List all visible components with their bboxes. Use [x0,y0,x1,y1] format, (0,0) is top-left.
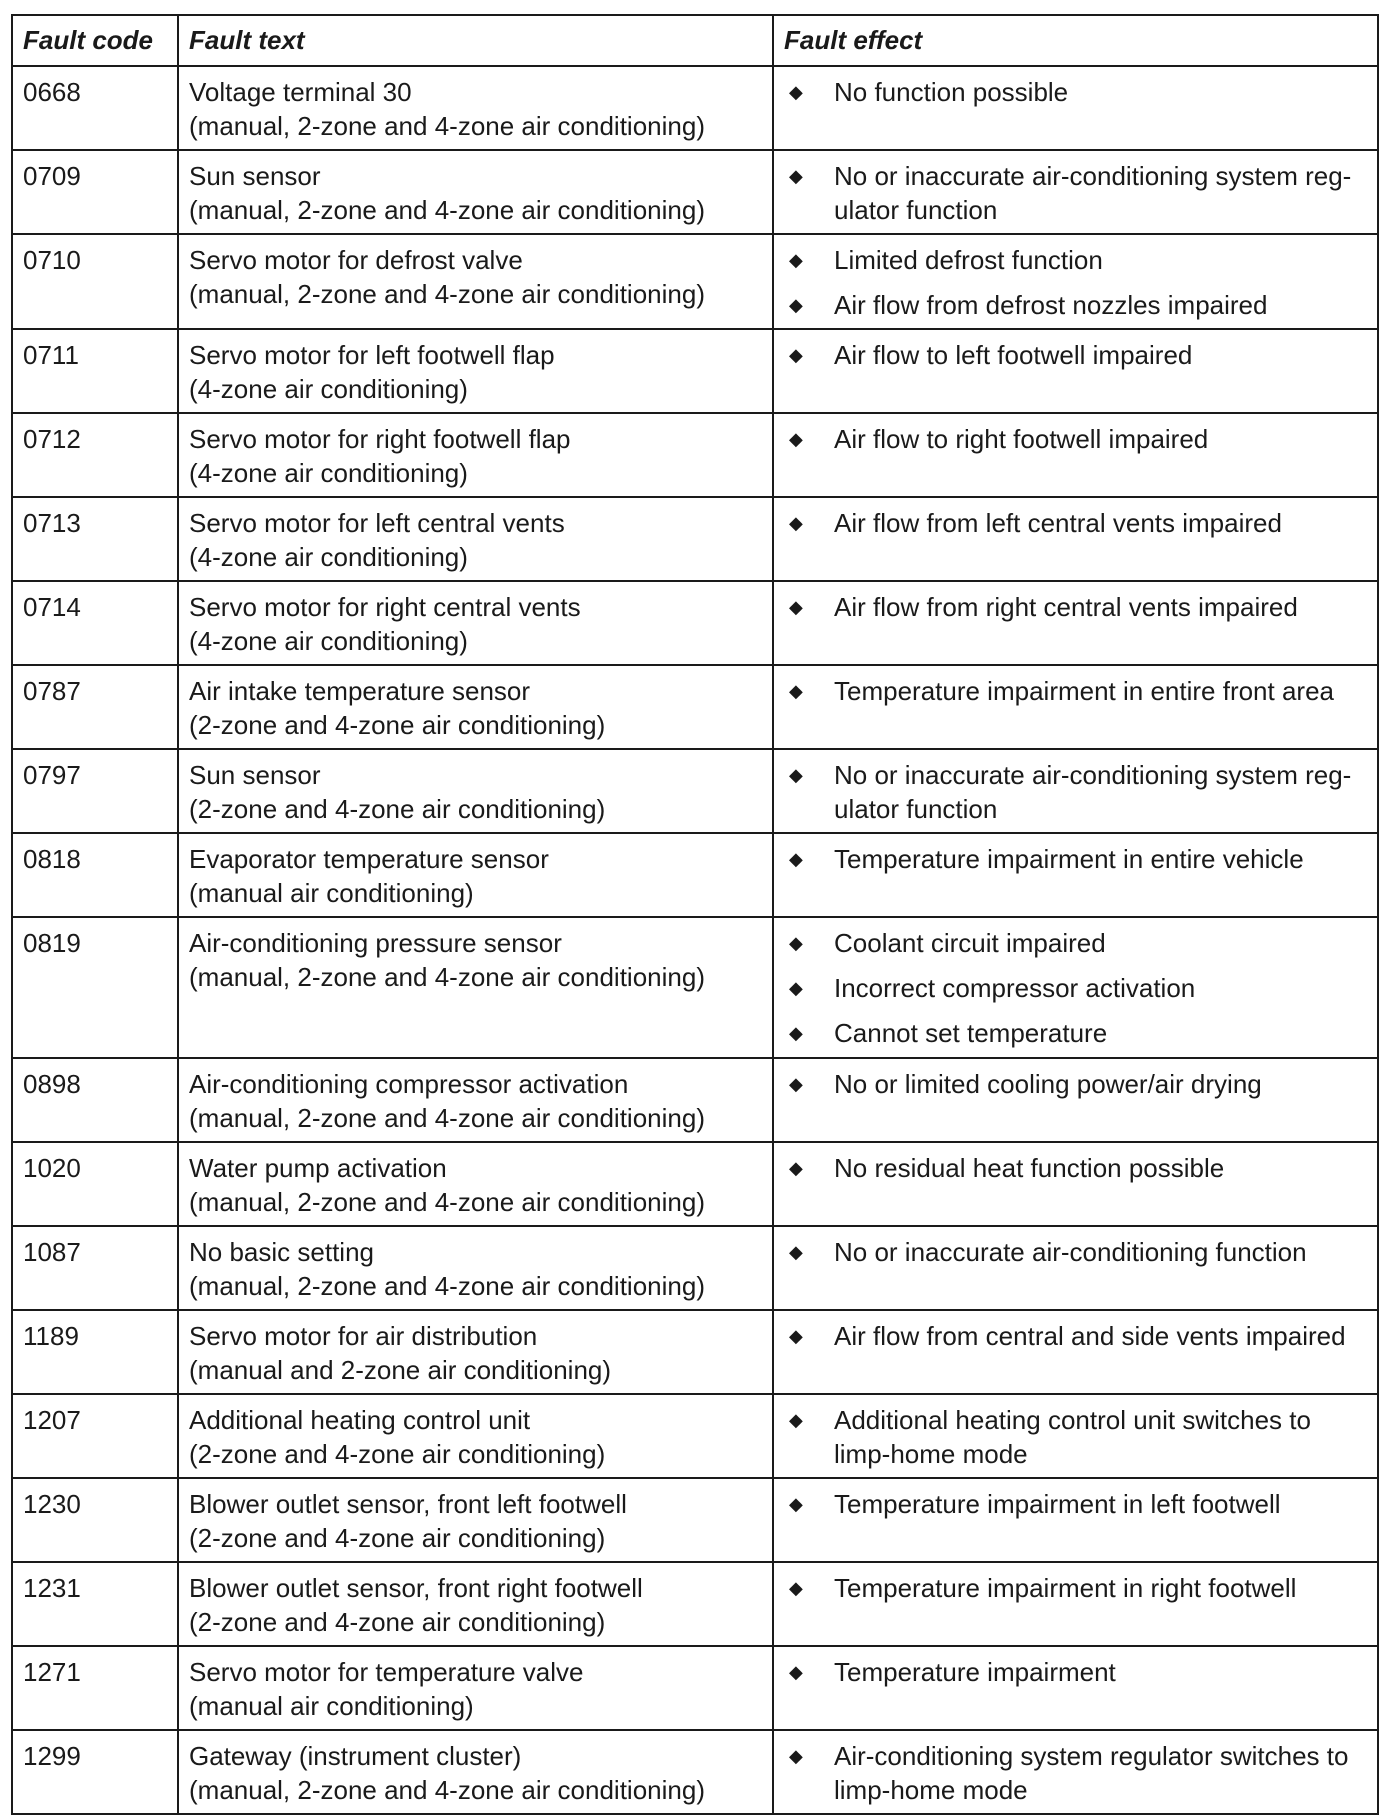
fault-text-cell [178,1646,773,1730]
fault-text-cell [178,1058,773,1142]
table-row [12,1730,1378,1814]
fault-effect-cell [773,1226,1378,1310]
fault-text-cell [178,1394,773,1478]
fault-effect-cell [773,1142,1378,1226]
fault-effect-list [784,243,1367,322]
fault-text-line: Servo motor for temperature valve [189,1657,584,1687]
fault-effect-item [784,971,1367,1005]
fault-code-cell: 0714 [12,581,178,665]
fault-effect-item [784,1235,1367,1269]
fault-effect-cell [773,234,1378,329]
fault-text-cell [178,833,773,917]
fault-code-cell: 1230 [12,1478,178,1562]
fault-text-line: Servo motor for air distribution [189,1321,538,1351]
fault-code-cell: 1189 [12,1310,178,1394]
table-row [12,581,1378,665]
fault-text-line: (4-zone air conditioning) [189,458,468,488]
fault-effect-cell [773,1562,1378,1646]
fault-text-line: Evaporator temperature sensor [189,844,549,874]
diamond-bullet-icon: ◆ [789,1074,803,1094]
fault-effect-line: ulator function [834,195,998,225]
fault-effect-item [784,1016,1367,1050]
fault-text-cell [178,1310,773,1394]
fault-code-cell: 0710 [12,234,178,329]
fault-effect-list [784,674,1367,708]
fault-effect-item [784,338,1367,372]
fault-text-cell [178,1226,773,1310]
fault-code-cell: 0713 [12,497,178,581]
fault-text-line: (2-zone and 4-zone air conditioning) [189,794,606,824]
fault-effect-item [784,422,1367,456]
fault-text-line: (manual air conditioning) [189,878,474,908]
fault-effect-line: Additional heating control unit switches to [834,1405,1311,1435]
fault-effect-line: Air-conditioning system regulator switches to [834,1741,1349,1771]
diamond-bullet-icon: ◆ [789,250,803,270]
fault-effect-list [784,422,1367,456]
fault-text-line: (manual, 2-zone and 4-zone air conditioning) [189,962,705,992]
fault-text-line: (manual, 2-zone and 4-zone air conditioning) [189,1271,705,1301]
fault-code-cell: 0797 [12,749,178,833]
table-row [12,234,1378,329]
fault-effect-line: No function possible [834,77,1069,107]
fault-text-line: Blower outlet sensor, front right footwell [189,1573,643,1603]
fault-text-line: Servo motor for left central vents [189,508,565,538]
diamond-bullet-icon: ◆ [789,166,803,186]
table-row [12,497,1378,581]
fault-text-cell [178,413,773,497]
fault-text-line: (2-zone and 4-zone air conditioning) [189,1439,606,1469]
diamond-bullet-icon: ◆ [789,1410,803,1430]
fault-effect-item [784,1487,1367,1521]
fault-effect-line: No or limited cooling power/air drying [834,1069,1262,1099]
fault-effect-item [784,674,1367,708]
diamond-bullet-icon: ◆ [789,933,803,953]
fault-effect-cell [773,665,1378,749]
fault-effect-item [784,159,1367,227]
fault-effect-cell [773,1394,1378,1478]
fault-text-line: (manual air conditioning) [189,1691,474,1721]
fault-text-line: Blower outlet sensor, front left footwell [189,1489,627,1519]
diamond-bullet-icon: ◆ [789,1578,803,1598]
fault-effect-list [784,1067,1367,1101]
fault-effect-cell [773,917,1378,1058]
diamond-bullet-icon: ◆ [789,429,803,449]
header-fault-effect: Fault effect [773,15,1378,66]
fault-text-cell [178,66,773,150]
fault-effect-list [784,1235,1367,1269]
fault-effect-line: limp-home mode [834,1439,1028,1469]
fault-effect-list [784,1739,1367,1807]
fault-effect-item [784,1571,1367,1605]
fault-text-line: Gateway (instrument cluster) [189,1741,522,1771]
diamond-bullet-icon: ◆ [789,1242,803,1262]
table-row [12,1646,1378,1730]
diamond-bullet-icon: ◆ [789,1494,803,1514]
table-row [12,1058,1378,1142]
table-row [12,1394,1378,1478]
fault-effect-list [784,590,1367,624]
fault-effect-item [784,758,1367,826]
fault-code-cell: 1020 [12,1142,178,1226]
fault-text-line: Water pump activation [189,1153,447,1183]
diamond-bullet-icon: ◆ [789,1746,803,1766]
fault-text-line: (2-zone and 4-zone air conditioning) [189,710,606,740]
diamond-bullet-icon: ◆ [789,849,803,869]
fault-text-line: Servo motor for right footwell flap [189,424,571,454]
diamond-bullet-icon: ◆ [789,1326,803,1346]
fault-text-line: Sun sensor [189,161,321,191]
table-header-row [12,15,1378,66]
fault-text-line: Air intake temperature sensor [189,676,531,706]
table-row [12,749,1378,833]
table-row [12,329,1378,413]
fault-code-table [11,14,1379,1815]
fault-text-line: Voltage terminal 30 [189,77,412,107]
fault-text-cell [178,1142,773,1226]
fault-effect-item [784,1151,1367,1185]
fault-effect-cell [773,581,1378,665]
fault-effect-item [784,288,1367,322]
table-row [12,1310,1378,1394]
fault-effect-item [784,842,1367,876]
fault-text-line: (manual and 2-zone air conditioning) [189,1355,612,1385]
fault-effect-list [784,1655,1367,1689]
fault-text-cell [178,1478,773,1562]
header-fault-code: Fault code [12,15,178,66]
fault-effect-line: Air flow to left footwell impaired [834,340,1193,370]
diamond-bullet-icon: ◆ [789,1158,803,1178]
fault-effect-cell [773,1058,1378,1142]
fault-text-line: (2-zone and 4-zone air conditioning) [189,1523,606,1553]
fault-effect-list [784,1319,1367,1353]
fault-effect-line: ulator function [834,794,998,824]
fault-text-line: Additional heating control unit [189,1405,531,1435]
fault-effect-line: Air flow from left central vents impaired [834,508,1282,538]
fault-text-cell [178,581,773,665]
fault-effect-item [784,506,1367,540]
fault-effect-cell [773,150,1378,234]
fault-code-cell: 1231 [12,1562,178,1646]
table-row [12,150,1378,234]
fault-code-cell: 1207 [12,1394,178,1478]
fault-code-cell: 1271 [12,1646,178,1730]
fault-text-line: Air-conditioning compressor activation [189,1069,629,1099]
fault-text-cell [178,917,773,1058]
fault-effect-list [784,1403,1367,1471]
diamond-bullet-icon: ◆ [789,765,803,785]
table-row [12,917,1378,1058]
diamond-bullet-icon: ◆ [789,1662,803,1682]
fault-effect-cell [773,329,1378,413]
table-body [12,66,1378,1814]
fault-effect-item [784,1319,1367,1353]
table-row [12,66,1378,150]
fault-effect-cell [773,833,1378,917]
fault-text-line: Sun sensor [189,760,321,790]
fault-effect-list [784,1151,1367,1185]
table-row [12,1562,1378,1646]
fault-effect-line: Coolant circuit impaired [834,928,1106,958]
fault-effect-line: Temperature impairment in left footwell [834,1489,1281,1519]
fault-effect-list [784,338,1367,372]
fault-text-line: Servo motor for defrost valve [189,245,523,275]
fault-text-line: Servo motor for left footwell flap [189,340,555,370]
fault-effect-item [784,1403,1367,1471]
fault-effect-cell [773,1310,1378,1394]
fault-effect-line: Air flow from central and side vents impaired [834,1321,1346,1351]
fault-effect-cell [773,1730,1378,1814]
diamond-bullet-icon: ◆ [789,513,803,533]
table-row [12,1478,1378,1562]
fault-text-line: Air-conditioning pressure sensor [189,928,562,958]
fault-effect-line: No or inaccurate air-conditioning function [834,1237,1307,1267]
fault-effect-list [784,75,1367,109]
diamond-bullet-icon: ◆ [789,681,803,701]
fault-effect-cell [773,1478,1378,1562]
fault-effect-line: No or inaccurate air-conditioning system reg- [834,161,1352,191]
fault-text-line: (4-zone air conditioning) [189,374,468,404]
fault-effect-cell [773,413,1378,497]
fault-text-cell [178,665,773,749]
diamond-bullet-icon: ◆ [789,82,803,102]
fault-text-line: (manual, 2-zone and 4-zone air conditioning) [189,1775,705,1805]
fault-effect-item [784,1739,1367,1807]
fault-code-cell: 0668 [12,66,178,150]
fault-text-line: (manual, 2-zone and 4-zone air conditioning) [189,111,705,141]
fault-text-line: (manual, 2-zone and 4-zone air conditioning) [189,195,705,225]
fault-text-line: (4-zone air conditioning) [189,626,468,656]
diamond-bullet-icon: ◆ [789,295,803,315]
fault-effect-line: Air flow to right footwell impaired [834,424,1209,454]
fault-effect-item [784,1655,1367,1689]
diamond-bullet-icon: ◆ [789,345,803,365]
fault-effect-line: Air flow from defrost nozzles impaired [834,290,1268,320]
fault-effect-cell [773,749,1378,833]
fault-text-cell [178,1562,773,1646]
table-row [12,1142,1378,1226]
fault-effect-item [784,243,1367,277]
diamond-bullet-icon: ◆ [789,1023,803,1043]
fault-text-cell [178,234,773,329]
fault-effect-line: limp-home mode [834,1775,1028,1805]
fault-text-line: (4-zone air conditioning) [189,542,468,572]
fault-code-cell: 0711 [12,329,178,413]
fault-text-cell [178,497,773,581]
fault-effect-line: Incorrect compressor activation [834,973,1196,1003]
fault-effect-line: Cannot set temperature [834,1018,1108,1048]
table-row [12,413,1378,497]
fault-effect-item [784,590,1367,624]
fault-text-line: Servo motor for right central vents [189,592,581,622]
table-row [12,665,1378,749]
fault-effect-line: Temperature impairment in right footwell [834,1573,1297,1603]
fault-effect-line: Air flow from right central vents impaired [834,592,1298,622]
fault-effect-list [784,758,1367,826]
fault-effect-line: Temperature impairment [834,1657,1116,1687]
fault-code-cell: 0898 [12,1058,178,1142]
fault-effect-list [784,926,1367,1050]
diamond-bullet-icon: ◆ [789,978,803,998]
diamond-bullet-icon: ◆ [789,597,803,617]
fault-code-cell: 1087 [12,1226,178,1310]
fault-effect-list [784,1571,1367,1605]
fault-effect-list [784,842,1367,876]
fault-text-cell [178,749,773,833]
fault-text-cell [178,329,773,413]
header-fault-text: Fault text [178,15,773,66]
fault-text-line: No basic setting [189,1237,374,1267]
fault-effect-line: No or inaccurate air-conditioning system reg- [834,760,1352,790]
fault-effect-item [784,75,1367,109]
fault-code-cell: 0819 [12,917,178,1058]
fault-code-cell: 0712 [12,413,178,497]
fault-code-cell: 0818 [12,833,178,917]
fault-effect-list [784,159,1367,227]
fault-text-line: (manual, 2-zone and 4-zone air conditioning) [189,279,705,309]
fault-effect-cell [773,66,1378,150]
fault-effect-cell [773,497,1378,581]
table-row [12,1226,1378,1310]
fault-text-line: (manual, 2-zone and 4-zone air conditioning) [189,1103,705,1133]
fault-effect-list [784,1487,1367,1521]
fault-text-line: (2-zone and 4-zone air conditioning) [189,1607,606,1637]
fault-effect-line: Temperature impairment in entire front area [834,676,1335,706]
fault-effect-line: No residual heat function possible [834,1153,1225,1183]
fault-text-cell [178,1730,773,1814]
fault-text-line: (manual, 2-zone and 4-zone air conditioning) [189,1187,705,1217]
fault-effect-cell [773,1646,1378,1730]
fault-code-cell: 0787 [12,665,178,749]
fault-code-cell: 0709 [12,150,178,234]
fault-text-cell [178,150,773,234]
fault-effect-line: Limited defrost function [834,245,1103,275]
fault-code-cell: 1299 [12,1730,178,1814]
table-row [12,833,1378,917]
fault-effect-line: Temperature impairment in entire vehicle [834,844,1304,874]
fault-effect-item [784,1067,1367,1101]
fault-effect-list [784,506,1367,540]
fault-effect-item [784,926,1367,960]
